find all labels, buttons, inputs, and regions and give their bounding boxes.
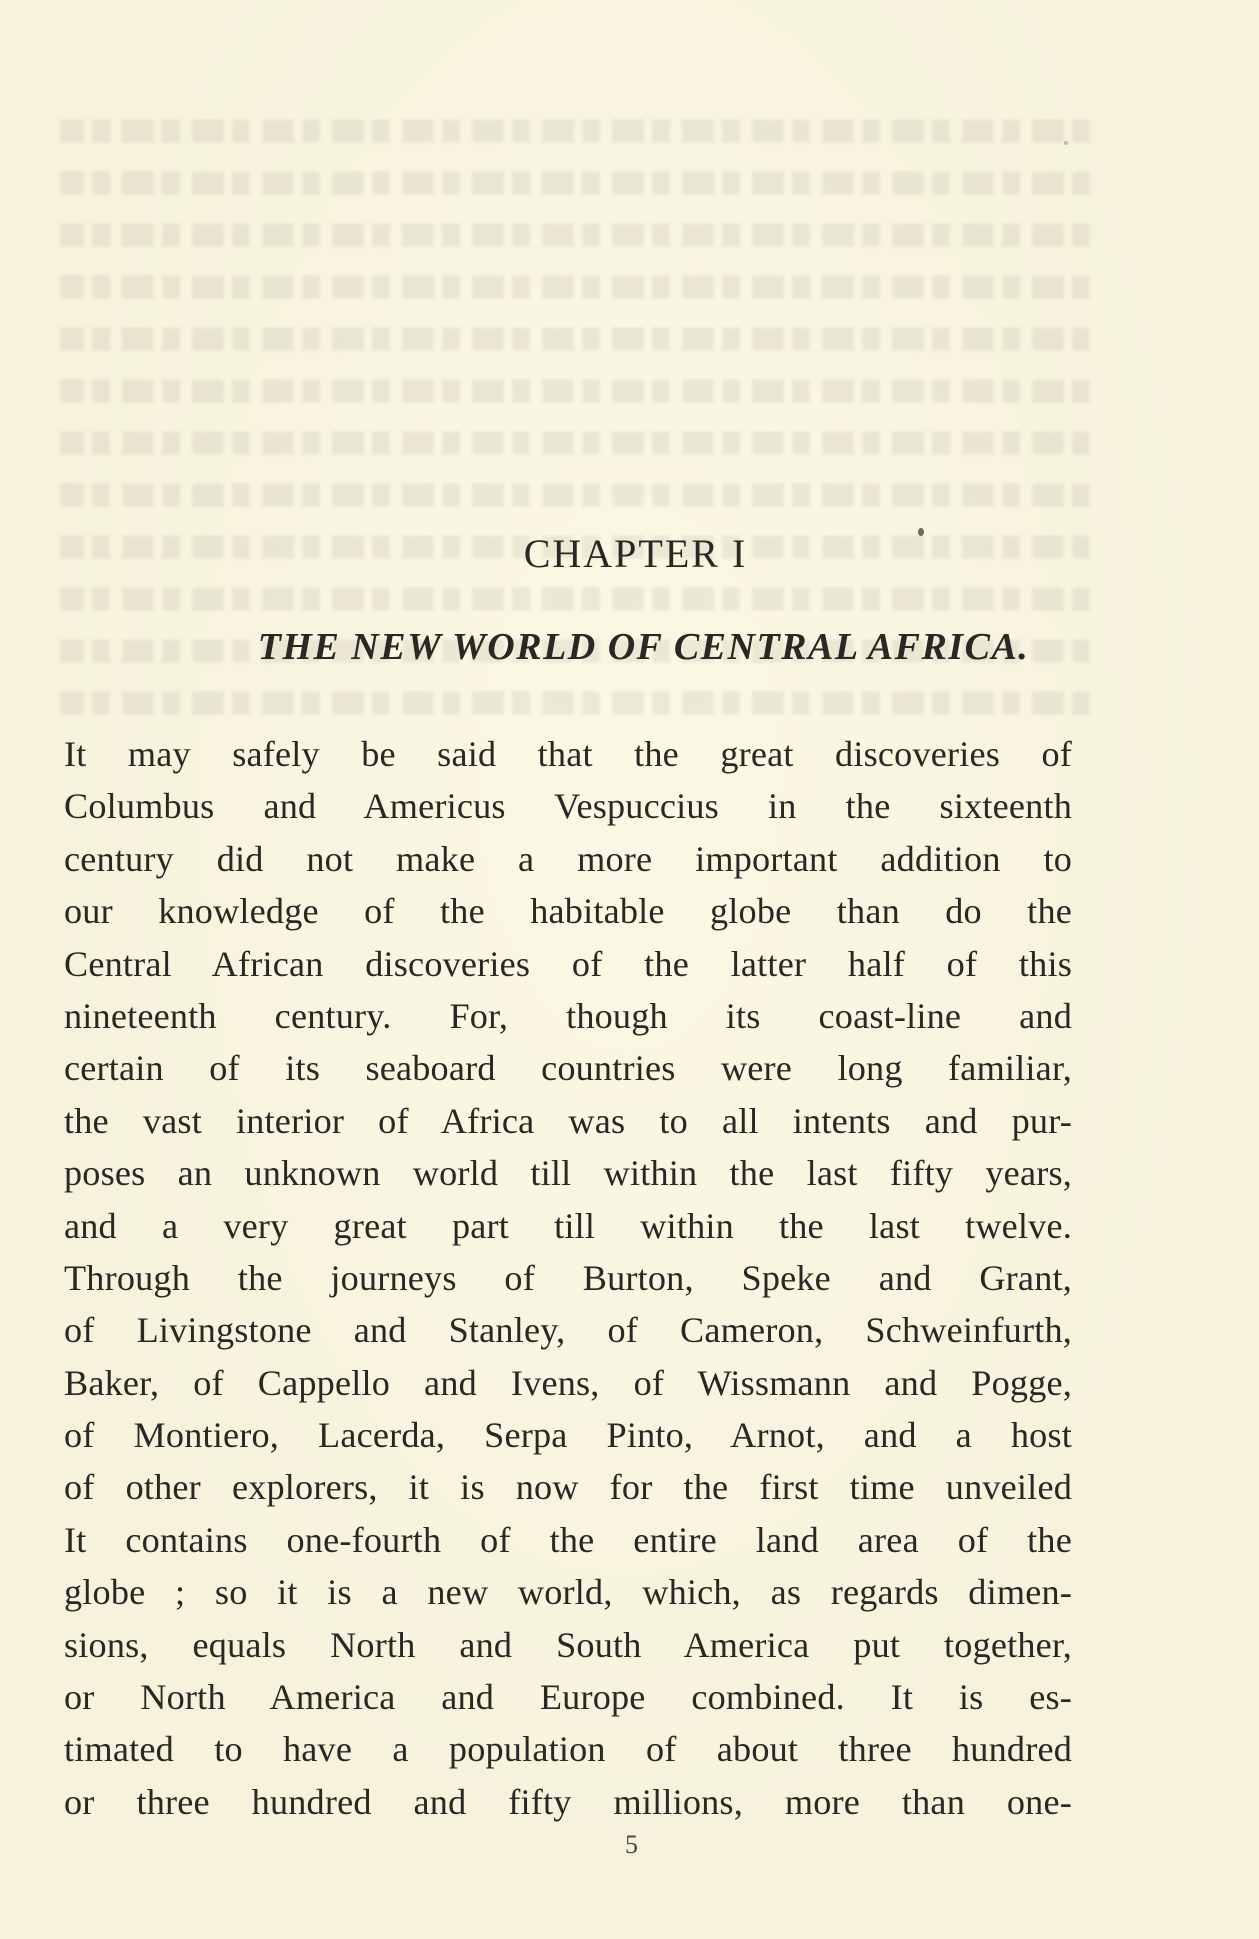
text-line: Through the journeys of Burton, Speke and Grant,	[64, 1257, 1072, 1298]
chapter-heading	[0, 530, 1259, 577]
text-line: nineteenth century. For, though its coast-line and	[64, 995, 1072, 1036]
chapter-title: THE NEW WORLD OF CENTRAL AFRICA.	[257, 626, 1030, 668]
text-line: timated to have a population of about three hundred	[64, 1729, 1072, 1770]
text-line: Central African discoveries of the latter half of this	[64, 943, 1072, 984]
text-line: poses an unknown world till within the last fifty years,	[64, 1153, 1072, 1194]
text-line: of Livingstone and Stanley, of Cameron, Schweinfurth,	[64, 1310, 1072, 1351]
text-line: Baker, of Cappello and Ivens, of Wissmann and Pogge,	[64, 1362, 1072, 1403]
text-line: Columbus and Americus Vespuccius in the sixteenth	[64, 786, 1072, 827]
text-line: certain of its seaboard countries were long familiar,	[64, 1048, 1072, 1089]
text-line: of Montiero, Lacerda, Serpa Pinto, Arnot, and a host	[64, 1415, 1072, 1456]
text-line: of other explorers, it is now for the first time unveiled	[64, 1467, 1072, 1508]
page-number: 5	[625, 1830, 638, 1859]
text-line: or three hundred and fifty millions, more than one-	[64, 1781, 1072, 1822]
text-line: It may safely be said that the great discoveries of	[64, 734, 1072, 774]
text-line: globe ; so it is a new world, which, as regards dimen-	[64, 1572, 1072, 1613]
paper-speck	[1064, 141, 1068, 145]
text-line: sions, equals North and South America put together,	[64, 1624, 1072, 1665]
text-line: and a very great part till within the last twelve.	[64, 1205, 1072, 1246]
text-line: or North America and Europe combined. It is es-	[64, 1677, 1072, 1718]
body-paragraph	[64, 728, 1072, 1828]
text-line: the vast interior of Africa was to all intents and pur-	[64, 1100, 1072, 1141]
chapter-heading-text: CHAPTER I	[523, 531, 748, 576]
text-line: century did not make a more important addition to	[64, 838, 1072, 879]
text-line: our knowledge of the habitable globe than do the	[64, 891, 1072, 932]
text-line: It contains one-fourth of the entire land area of the	[64, 1519, 1072, 1560]
